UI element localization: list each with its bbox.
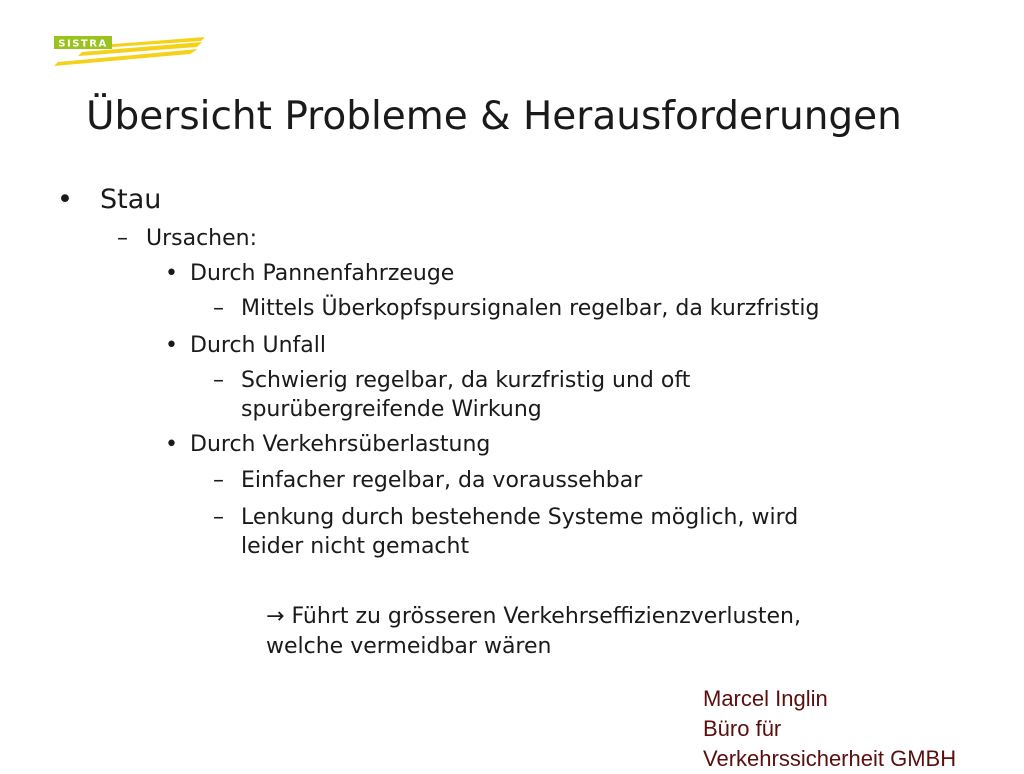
bullet-marker: • — [165, 261, 178, 286]
detail-unfall-line1: Schwierig regelbar, da kurzfristig und oft — [241, 368, 691, 393]
detail-ueberlastung-b-line1: Lenkung durch bestehende Systeme möglich, wird — [241, 505, 799, 530]
dash-marker: – — [213, 368, 224, 393]
detail-pannenfahrzeuge: Mittels Überkopfspursignalen regelbar, da kurzfristig — [241, 296, 820, 321]
dash-marker: – — [213, 505, 224, 530]
detail-ueberlastung-a: Einfacher regelbar, da voraussehbar — [241, 468, 643, 493]
conclusion-line2: welche vermeidbar wären — [266, 634, 552, 659]
bullet-stau: Stau — [100, 184, 162, 215]
detail-unfall-line2: spurübergreifende Wirkung — [241, 397, 542, 422]
bullet-ursachen: Ursachen: — [146, 226, 258, 251]
bullet-marker: • — [165, 432, 178, 457]
bullet-unfall: Durch Unfall — [190, 333, 326, 358]
author-org-line2: Verkehrssicherheit GMBH — [703, 746, 957, 771]
logo-text: SISTRA — [58, 38, 108, 50]
dash-marker: – — [117, 226, 128, 251]
dash-marker: – — [213, 296, 224, 321]
author-block — [703, 684, 956, 774]
conclusion-line1: Führt zu grösseren Verkehrseffizienzverlusten, — [291, 604, 801, 629]
author-org-line1: Büro für — [703, 716, 782, 741]
author-name: Marcel Inglin — [703, 686, 828, 711]
slide-title: Übersicht Probleme & Herausforderungen — [86, 94, 902, 139]
sistra-logo-graphic — [52, 34, 207, 66]
dash-marker: – — [213, 468, 224, 493]
bullet-marker: • — [165, 333, 178, 358]
bullet-marker: • — [57, 184, 73, 215]
detail-ueberlastung-b-line2: leider nicht gemacht — [241, 534, 470, 559]
bullet-pannenfahrzeuge: Durch Pannenfahrzeuge — [190, 261, 455, 286]
bullet-verkehrsueberlastung: Durch Verkehrsüberlastung — [190, 432, 491, 457]
conclusion — [266, 602, 801, 662]
arrow-icon: → — [266, 604, 285, 629]
sistra-logo — [52, 34, 207, 66]
